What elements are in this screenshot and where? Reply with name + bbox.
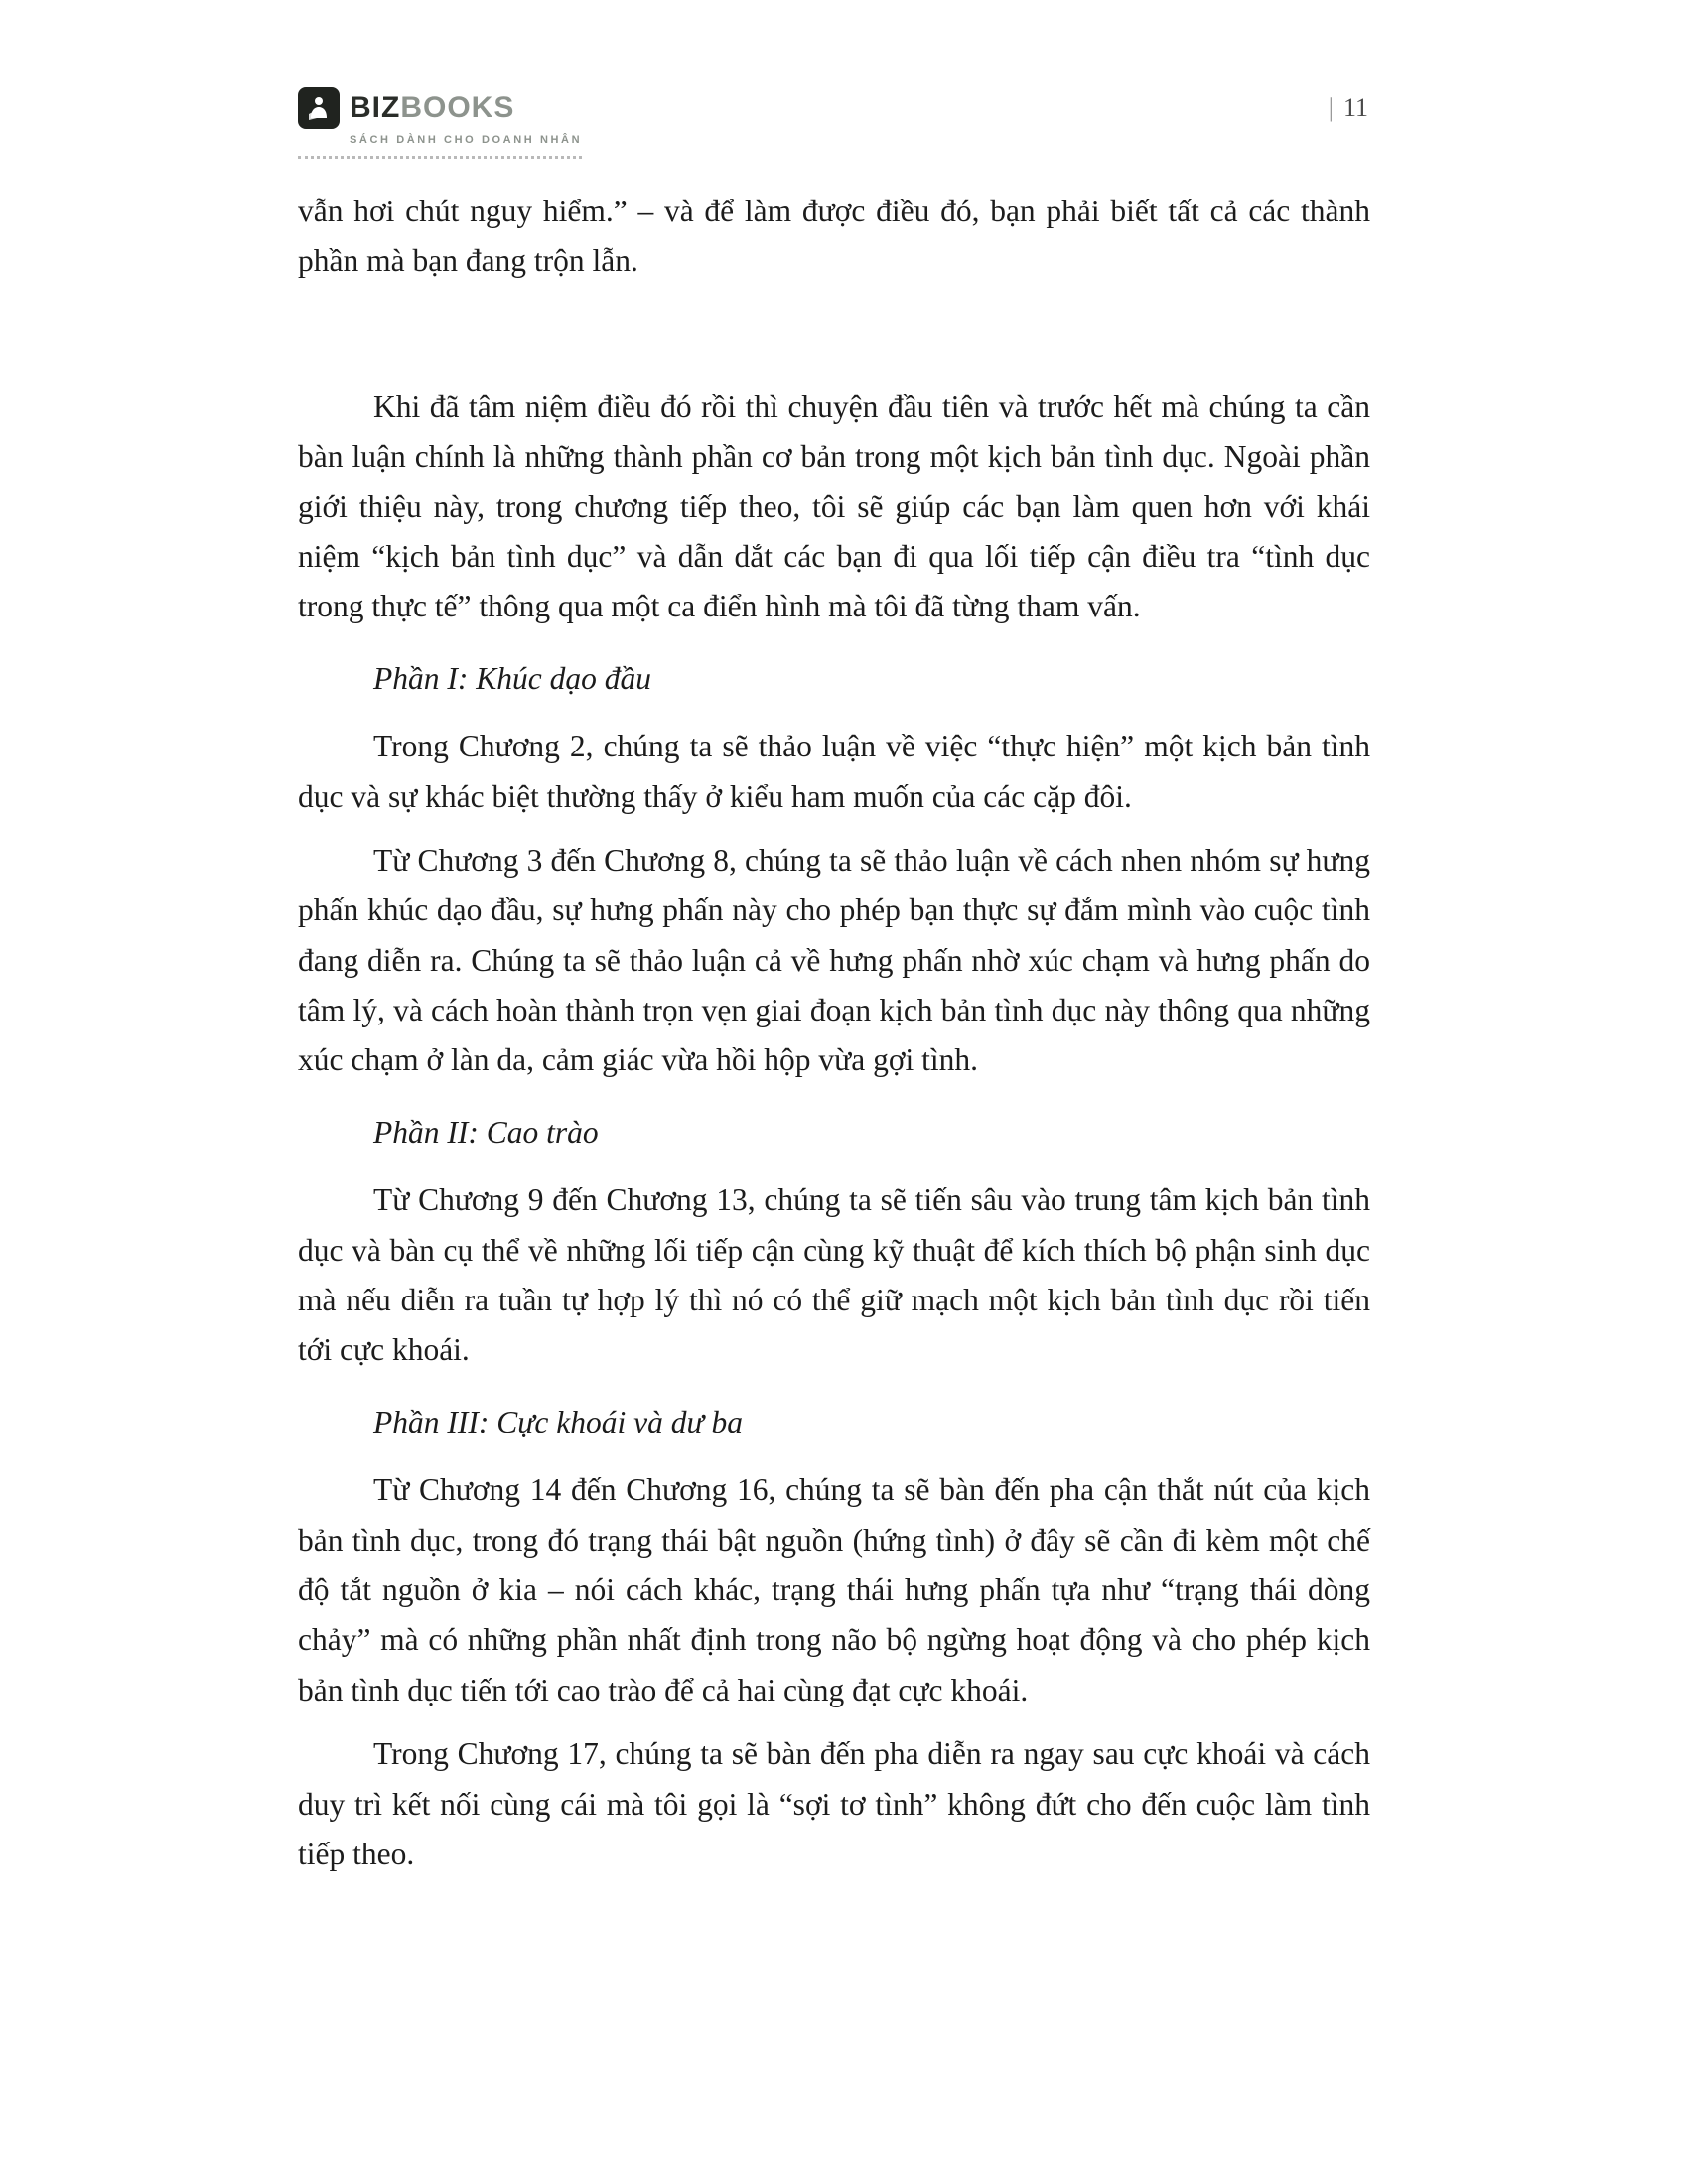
paragraph: Từ Chương 9 đến Chương 13, chúng ta sẽ tiến sâu vào trung tâm kịch bản tình dục và bàn cụ thể về những lối tiếp cận cùng kỹ thuật để kích thích bộ phận sinh dục mà nếu diễn ra tuần tự hợp lý thì nó có thể giữ mạch một kịch bản tình dục rồi tiến tới cực khoái. — [298, 1182, 1370, 1368]
publisher-tagline: SÁCH DÀNH CHO DOANH NHÂN — [350, 134, 583, 146]
paragraph: Khi đã tâm niệm điều đó rồi thì chuyện đầu tiên và trước hết mà chúng ta cần bàn luận chính là những thành phần cơ bản trong một kịch bản tình dục. Ngoài phần giới thiệu này, trong chương tiếp theo, tôi sẽ giúp các bạn làm quen hơn với khái niệm “kịch bản tình dục” và dẫn dắt các bạn đi qua lối tiếp cận điều tra “tình dục trong thực tế” thông qua một ca điển hình mà tôi đã từng tham vấn. — [298, 388, 1370, 624]
publisher-logo-icon — [298, 87, 340, 129]
paragraph: Trong Chương 2, chúng ta sẽ thảo luận về việc “thực hiện” một kịch bản tình dục và sự khác biệt thường thấy ở kiểu ham muốn của các cặp đôi. — [298, 729, 1370, 814]
page-number — [1329, 93, 1368, 123]
section-heading: Phần II: Cao trào — [373, 1114, 599, 1150]
publisher-logo-text — [350, 93, 514, 123]
page-number-value: 11 — [1342, 93, 1368, 122]
logo-word-books: BOOKS — [400, 91, 515, 124]
section-heading: Phần I: Khúc dạo đầu — [373, 660, 651, 696]
section-heading: Phần III: Cực khoái và dư ba — [373, 1404, 744, 1439]
paragraph: Từ Chương 14 đến Chương 16, chúng ta sẽ bàn đến pha cận thắt nút của kịch bản tình dục, trong đó trạng thái bật nguồn (hứng tình) ở đây sẽ cần đi kèm một chế độ tắt nguồn ở kia – nói cách khác, trạng thái hưng phấn tựa như “trạng thái dòng chảy” mà có những phần nhất định trong não bộ ngừng hoạt động và cho phép kịch bản tình dục tiến tới cao trào để cả hai cùng đạt cực khoái. — [298, 1472, 1370, 1707]
publisher-logo — [298, 87, 582, 159]
page-header — [298, 87, 1368, 159]
paragraph: Trong Chương 17, chúng ta sẽ bàn đến pha diễn ra ngay sau cực khoái và cách duy trì kết nối cùng cái mà tôi gọi là “sợi tơ tình” không đứt cho đến cuộc làm tình tiếp theo. — [298, 1736, 1370, 1871]
body-text — [298, 187, 1370, 1893]
paragraph: Từ Chương 3 đến Chương 8, chúng ta sẽ thảo luận về cách nhen nhóm sự hưng phấn khúc dạo đầu, sự hưng phấn này cho phép bạn thực sự đắm mình vào cuộc tình đang diễn ra. Chúng ta sẽ thảo luận cả về hưng phấn nhờ xúc chạm và hưng phấn do tâm lý, và cách hoàn thành trọn vẹn giai đoạn kịch bản tình dục này thông qua những xúc chạm ở làn da, cảm giác vừa hồi hộp vừa gợi tình. — [298, 842, 1370, 1078]
logo-word-biz: BIZ — [350, 91, 401, 124]
page-number-separator: | — [1328, 93, 1334, 122]
paragraph: vẫn hơi chút nguy hiểm.” – và để làm được điều đó, bạn phải biết tất cả các thành phần mà bạn đang trộn lẫn. — [298, 194, 1370, 279]
